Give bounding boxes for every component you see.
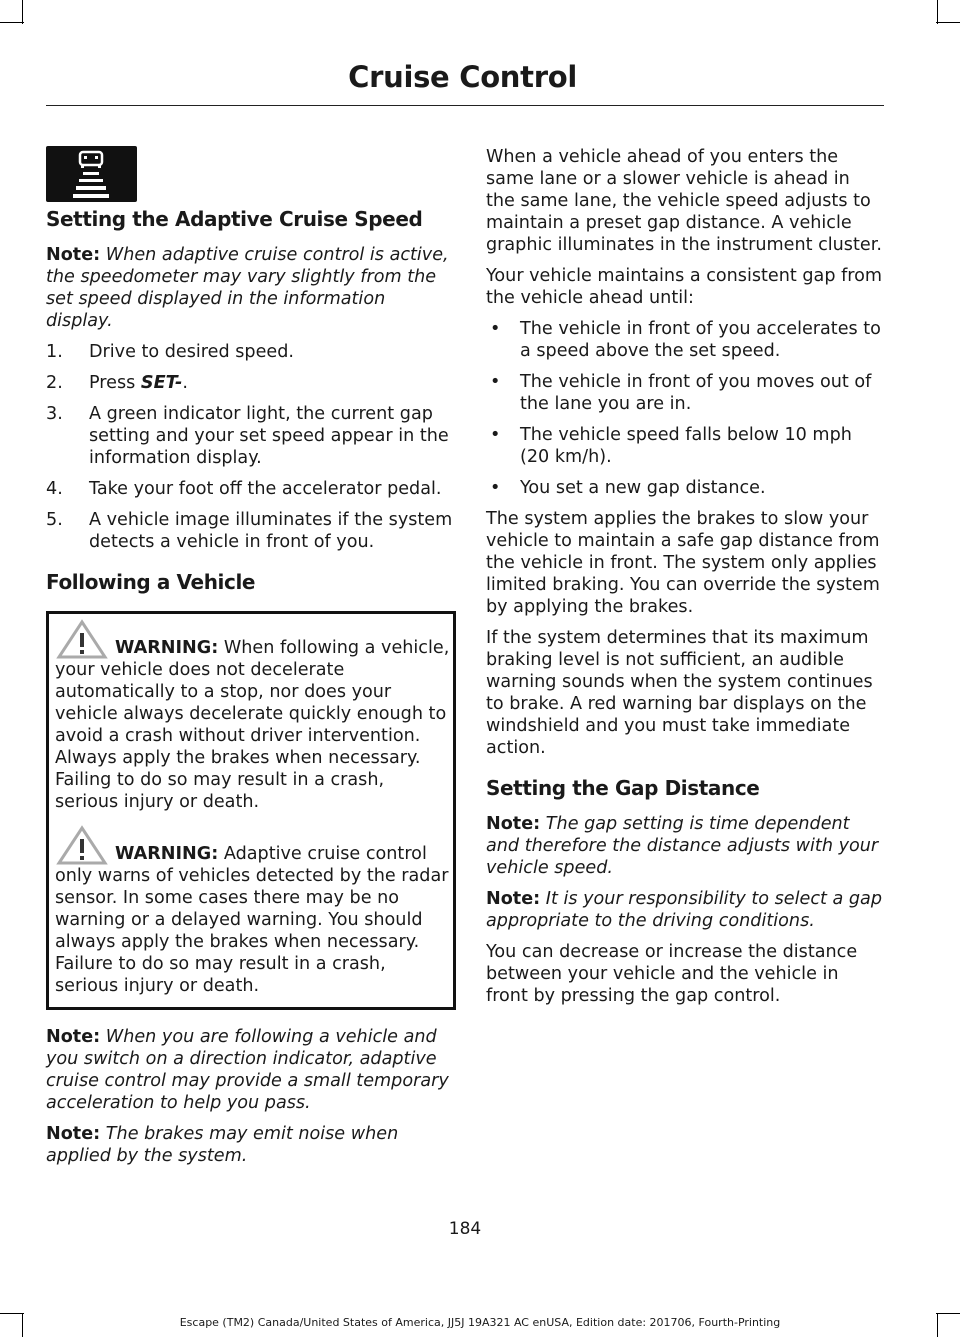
bullet-text: The vehicle speed falls below 10 mph (20 km/h).	[520, 425, 852, 467]
note-label: Note:	[46, 1027, 101, 1047]
bullet: •	[490, 478, 501, 498]
warning-text: Adaptive cruise control only warns of vehicles detected by the radar sensor. In some cases there may be no warning or a delayed warning. You should always apply the brakes when necessary. Failure to do so may result in a crash, serious injury or death.	[55, 844, 449, 996]
warning-label: WARNING:	[115, 844, 219, 864]
step-number: 4.	[46, 479, 63, 499]
note	[46, 1026, 456, 1114]
crop-mark	[936, 1313, 960, 1314]
warning-text: When following a vehicle, your vehicle does not decelerate automatically to a stop, nor does your vehicle always decelerate quickly enough to avoid a crash without driver intervention. Always apply the brakes when necessary. Failing to do so may result in a crash, serious injury or death.	[55, 638, 450, 812]
note-text: The brakes may emit noise when applied by the system.	[46, 1124, 399, 1166]
left-column	[46, 146, 456, 1167]
note-label: Note:	[46, 245, 101, 265]
note	[46, 1123, 456, 1167]
list-item	[46, 372, 456, 394]
page-number: 184	[448, 1219, 482, 1239]
right-column	[486, 146, 884, 1007]
bullet-text: The vehicle in front of you moves out of the lane you are in.	[520, 372, 872, 414]
section-heading: Setting the Gap Distance	[486, 776, 760, 800]
step-number: 2.	[46, 373, 63, 393]
warning-label: WARNING:	[115, 638, 219, 658]
step-number: 1.	[46, 342, 63, 362]
crop-mark	[0, 1313, 24, 1314]
crop-mark	[0, 22, 24, 23]
step-text: Drive to desired speed.	[89, 342, 294, 362]
step-text: A green indicator light, the current gap setting and your set speed appear in the information display.	[89, 404, 449, 468]
warning-triangle-icon	[55, 619, 109, 659]
note-text: When adaptive cruise control is active, the speedometer may vary slightly from the set speed displayed in the information display.	[46, 245, 449, 331]
warning-box	[46, 611, 456, 1010]
bullet-text: The vehicle in front of you accelerates to a speed above the set speed.	[520, 319, 881, 361]
bullet: •	[490, 425, 501, 445]
note-text: It is your responsibility to select a gap appropriate to the driving conditions.	[486, 889, 882, 931]
list-item	[46, 478, 456, 500]
step-text-end: .	[182, 373, 188, 393]
list-item	[486, 424, 884, 468]
footer-text: Escape (TM2) Canada/United States of America, JJ5J 19A321 AC enUSA, Edition date: 201706, Fourth-Printing	[179, 1316, 781, 1329]
step-text: Press	[89, 373, 141, 393]
body-paragraph: You can decrease or increase the distance between your vehicle and the vehicle in front by pressing the gap control.	[486, 942, 858, 1006]
bullet-list	[486, 318, 884, 499]
step-number: 5.	[46, 510, 63, 530]
header-divider	[46, 105, 884, 106]
note	[486, 888, 884, 932]
note-label: Note:	[486, 889, 541, 909]
warning-paragraph	[55, 619, 450, 813]
set-button-label: SET-	[140, 373, 183, 393]
bullet: •	[490, 372, 501, 392]
warning-paragraph	[55, 825, 450, 997]
list-item	[46, 341, 456, 363]
list-item	[46, 509, 456, 553]
note-label: Note:	[486, 814, 541, 834]
step-text: Take your foot off the accelerator pedal.	[89, 479, 442, 499]
body-paragraph: When a vehicle ahead of you enters the same lane or a slower vehicle is ahead in the same lane, the vehicle speed adjusts to maintain a preset gap distance. A vehicle graphic illuminates in the instrument cluster.	[486, 147, 882, 255]
list-item	[486, 477, 884, 499]
crop-mark	[22, 0, 23, 24]
body-paragraph: Your vehicle maintains a consistent gap from the vehicle ahead until:	[486, 266, 883, 308]
step-text: A vehicle image illuminates if the system detects a vehicle in front of you.	[89, 510, 453, 552]
list-item	[486, 318, 884, 362]
note-text: When you are following a vehicle and you switch on a direction indicator, adaptive cruise control may provide a small temporary acceleration to help you pass.	[46, 1027, 449, 1113]
crop-mark	[937, 0, 938, 24]
note	[486, 813, 884, 879]
section-heading: Following a Vehicle	[46, 570, 256, 594]
body-paragraph: If the system determines that its maximum braking level is not sufficient, an audible warning sounds when the system continues to brake. A red warning bar displays on the windshield and you must take immediate action.	[486, 628, 873, 758]
crop-mark	[936, 22, 960, 23]
note-text: The gap setting is time dependent and therefore the distance adjusts with your vehicle speed.	[486, 814, 879, 878]
list-item	[46, 403, 456, 469]
section-heading: Setting the Adaptive Cruise Speed	[46, 207, 423, 231]
page-title: Cruise Control	[348, 60, 577, 94]
bullet: •	[490, 319, 501, 339]
steps-list	[46, 341, 456, 553]
adaptive-cruise-icon	[46, 146, 137, 202]
warning-triangle-icon	[55, 825, 109, 865]
list-item	[486, 371, 884, 415]
step-number: 3.	[46, 404, 63, 424]
note	[46, 244, 456, 332]
bullet-text: You set a new gap distance.	[520, 478, 766, 498]
body-paragraph: The system applies the brakes to slow your vehicle to maintain a safe gap distance from the vehicle in front. The system only applies limited braking. You can override the system by applying the brakes.	[486, 509, 880, 617]
note-label: Note:	[46, 1124, 101, 1144]
